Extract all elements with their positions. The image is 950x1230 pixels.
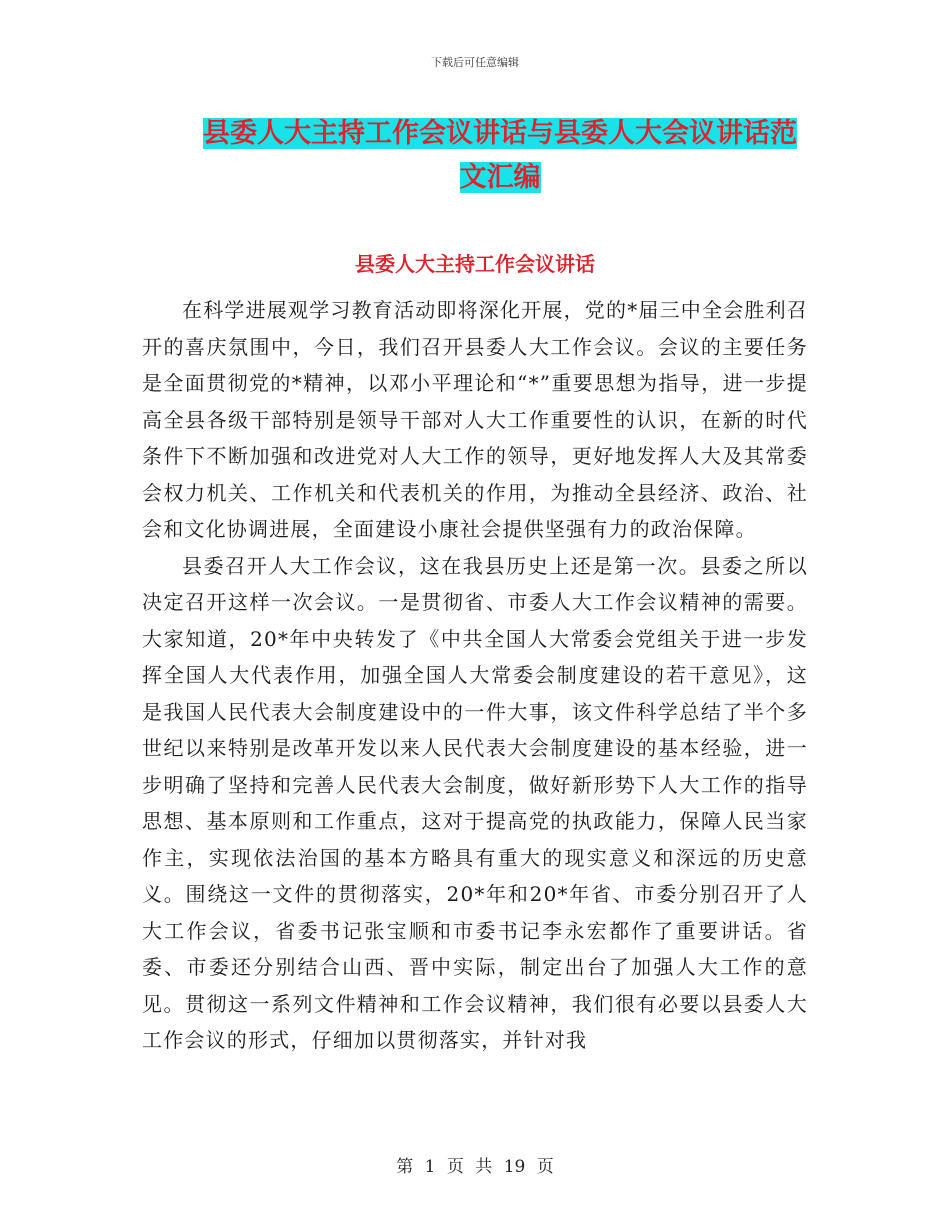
body-text (142, 292, 808, 1059)
page-footer: 第 1 页 共 19 页 (396, 1157, 554, 1177)
page-header-note: 下载后可任意编辑 (431, 56, 519, 69)
document-title-text: 县委人大主持工作会议讲话与县委人大会议讲话范文汇编 (203, 118, 797, 193)
paragraph-2: 县委召开人大工作会议，这在我县历史上还是第一次。县委之所以决定召开这样一次会议。一是贯彻省、市委人大工作会议精神的需要。大家知道，20*年中央转发了《中共全国人大常委会党组关于进一步发挥全国人大代表作用，加强全国人大常委会制度建设的若干意见》，这是我国人民代表大会制度建设中的一件大事，该文件科学总结了半个多世纪以来特别是改革开发以来人民代表大会制度建设的基本经验，进一步明确了坚持和完善人民代表大会制度，做好新形势下人大工作的指导思想、基本原则和工作重点，这对于提高党的执政能力，保障人民当家作主，实现依法治国的基本方略具有重大的现实意义和深远的历史意义。围绕这一文件的贯彻落实，20*年和20*年省、市委分别召开了人大工作会议，省委书记张宝顺和市委书记李永宏都作了重要讲话。省委、市委还分别结合山西、晋中实际，制定出台了加强人大工作的意见。贯彻这一系列文件精神和工作会议精神，我们很有必要以县委人大工作会议的形式，仔细加以贯彻落实，并针对我 (142, 553, 808, 1052)
document-title (190, 112, 810, 200)
paragraph-1: 在科学进展观学习教育活动即将深化开展，党的*届三中全会胜利召开的喜庆氛围中，今日，我们召开县委人大工作会议。会议的主要任务是全面贯彻党的*精神，以邓小平理论和“*”重要思想为指导，进一步提高全县各级干部特别是领导干部对人大工作重要性的认识，在新的时代条件下不断加强和改进党对人大工作的领导，更好地发挥人大及其常委会权力机关、工作机关和代表机关的作用，为推动全县经济、政治、社会和文化协调进展，全面建设小康社会提供坚强有力的政治保障。 (142, 298, 808, 541)
section-title: 县委人大主持工作会议讲话 (355, 252, 595, 276)
